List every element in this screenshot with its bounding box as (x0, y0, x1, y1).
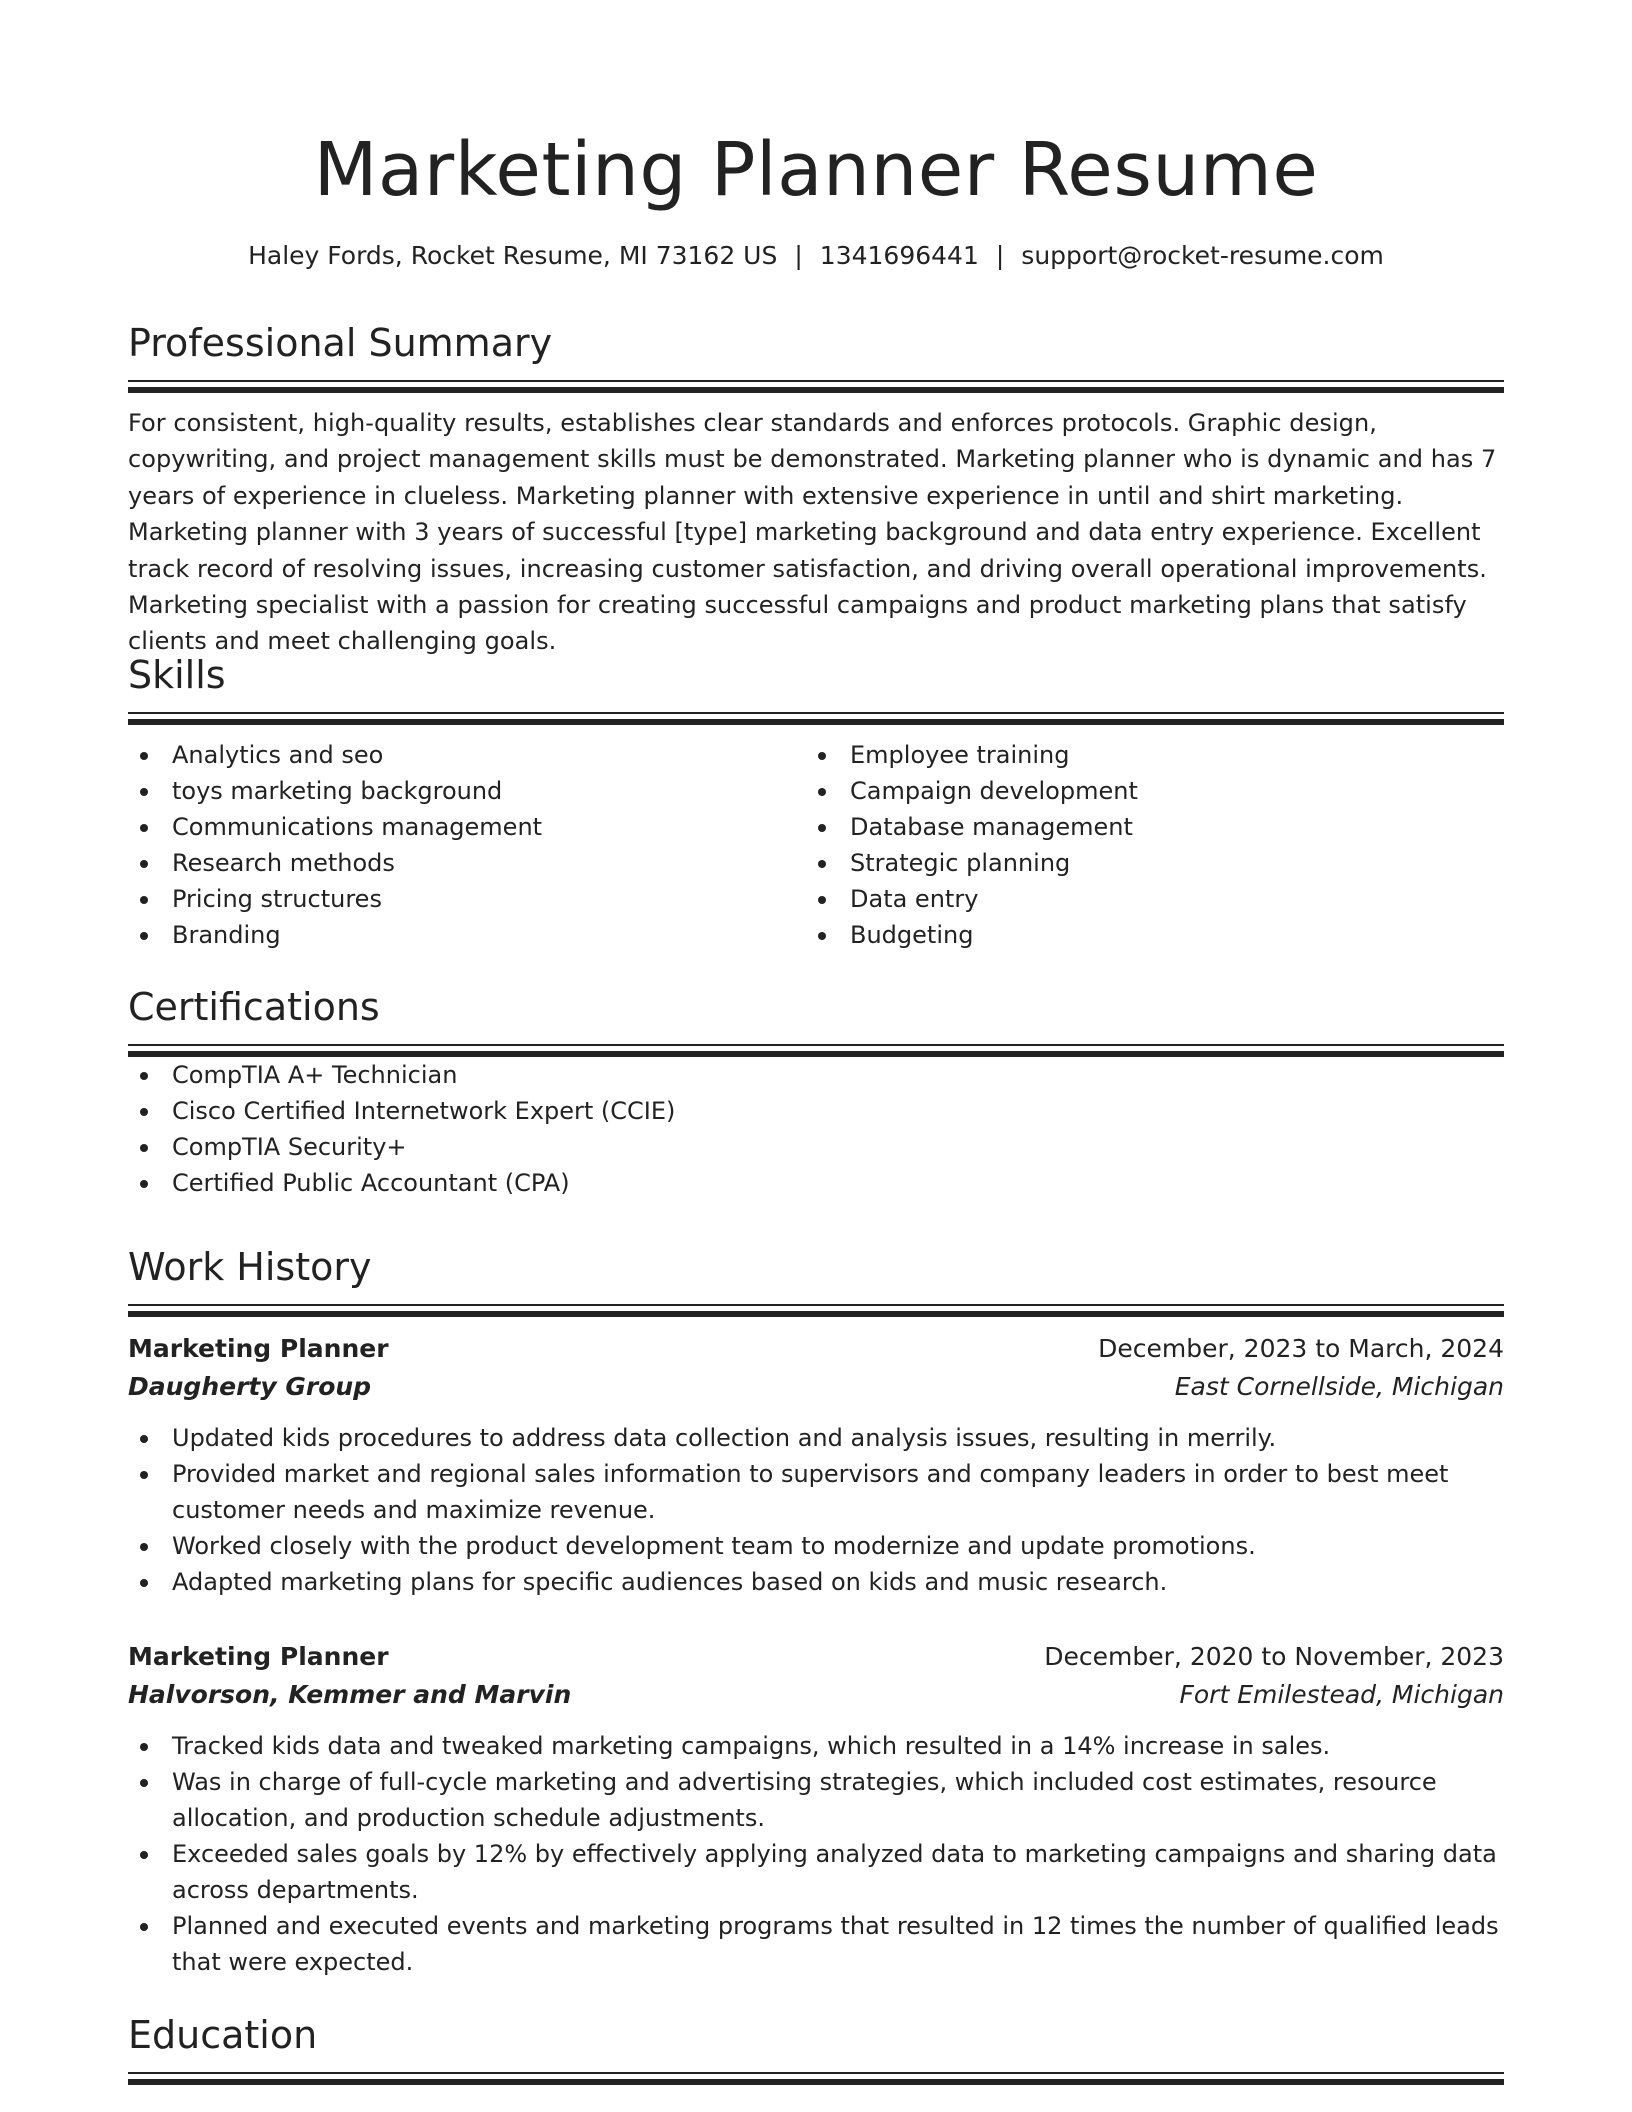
education-section (128, 2008, 1504, 2085)
resume-title: Marketing Planner Resume (313, 127, 1319, 213)
skill-item: Strategic planning (806, 845, 1484, 881)
job-bullet: Provided market and regional sales information to supervisors and company leaders in order to best meet customer needs and maximize revenue. (128, 1456, 1504, 1528)
certifications-section (128, 980, 1504, 1201)
skill-item: Branding (128, 917, 806, 953)
skill-item: toys marketing background (128, 773, 806, 809)
job-entry (128, 1330, 1504, 1600)
certification-item: Certified Public Accountant (CPA) (128, 1165, 1504, 1201)
section-heading: Education (128, 2013, 318, 2057)
skill-item: Campaign development (806, 773, 1484, 809)
job-company: Daugherty Group (128, 1372, 372, 1401)
section-heading: Certifications (128, 985, 380, 1029)
skill-item: Employee training (806, 737, 1484, 773)
section-heading: Professional Summary (128, 321, 553, 365)
job-subheader-row (128, 1676, 1504, 1714)
work-history-section (128, 1240, 1504, 1317)
summary-text: For consistent, high-quality results, establishes clear standards and enforces protocols. Graphic design, copywriting, and project management skills must be demonstrated. Marketing planner who is dynamic and has 7 years of experience in clueless. Marketing planner with extensive experience in until and shirt marketing. Marketing planner with 3 years of successful [type] marketing background and data entry experience. Excellent track record of resolving issues, increasing customer satisfaction, and driving overall operational improvements. Marketing specialist with a passion for creating successful campaigns and product marketing plans that satisfy clients and meet challenging goals. (128, 409, 1497, 656)
certification-item: CompTIA Security+ (128, 1129, 1504, 1165)
skill-item: Research methods (128, 845, 806, 881)
skills-list-right (806, 737, 1484, 953)
section-heading: Work History (128, 1245, 372, 1289)
skill-item: Communications management (128, 809, 806, 845)
skill-item: Budgeting (806, 917, 1484, 953)
job-header-row (128, 1330, 1504, 1368)
job-bullet: Tracked kids data and tweaked marketing campaigns, which resulted in a 14% increase in sales. (128, 1728, 1504, 1764)
job-bullet: Adapted marketing plans for specific audiences based on kids and music research. (128, 1564, 1504, 1600)
job-title: Marketing Planner (128, 1334, 389, 1363)
skill-item: Data entry (806, 881, 1484, 917)
job-company: Halvorson, Kemmer and Marvin (128, 1680, 572, 1709)
job-entry (128, 1638, 1504, 1980)
contact-separator: | (794, 241, 803, 270)
contact-line (128, 238, 1504, 274)
job-location: Fort Emilestead, Michigan (1179, 1680, 1504, 1709)
contact-phone: 1341696441 (819, 241, 979, 270)
section-divider (128, 380, 1504, 393)
certifications-list (128, 1057, 1504, 1201)
skill-item: Pricing structures (128, 881, 806, 917)
job-bullet: Planned and executed events and marketing programs that resulted in 12 times the number of qualified leads that were expected. (128, 1908, 1504, 1980)
certification-item: CompTIA A+ Technician (128, 1057, 1504, 1093)
skills-section (128, 648, 1504, 953)
section-heading: Skills (128, 653, 226, 697)
job-bullet: Worked closely with the product development team to modernize and update promotions. (128, 1528, 1504, 1564)
job-bullet: Exceeded sales goals by 12% by effectively applying analyzed data to marketing campaigns and sharing data across departments. (128, 1836, 1504, 1908)
job-dates: December, 2020 to November, 2023 (1044, 1642, 1504, 1671)
job-dates: December, 2023 to March, 2024 (1098, 1334, 1504, 1363)
job-bullet: Was in charge of full-cycle marketing and advertising strategies, which included cost estimates, resource allocation, and production schedule adjustments. (128, 1764, 1504, 1836)
contact-email[interactable]: support@rocket-resume.com (1021, 241, 1384, 270)
section-divider (128, 1304, 1504, 1317)
job-subheader-row (128, 1368, 1504, 1406)
section-divider (128, 712, 1504, 725)
professional-summary-section (128, 316, 1504, 660)
job-bullets (128, 1728, 1504, 1980)
skill-item: Analytics and seo (128, 737, 806, 773)
section-divider (128, 2072, 1504, 2085)
contact-separator: | (995, 241, 1005, 270)
job-title: Marketing Planner (128, 1642, 389, 1671)
job-location: East Cornellside, Michigan (1174, 1372, 1504, 1401)
skills-list-left (128, 737, 806, 953)
section-divider (128, 1044, 1504, 1057)
skills-grid (128, 737, 1504, 953)
job-bullet: Updated kids procedures to address data collection and analysis issues, resulting in merrily. (128, 1420, 1504, 1456)
skill-item: Database management (806, 809, 1484, 845)
job-bullets (128, 1420, 1504, 1600)
job-header-row (128, 1638, 1504, 1676)
contact-address: Haley Fords, Rocket Resume, MI 73162 US (248, 241, 778, 270)
certification-item: Cisco Certified Internetwork Expert (CCIE) (128, 1093, 1504, 1129)
